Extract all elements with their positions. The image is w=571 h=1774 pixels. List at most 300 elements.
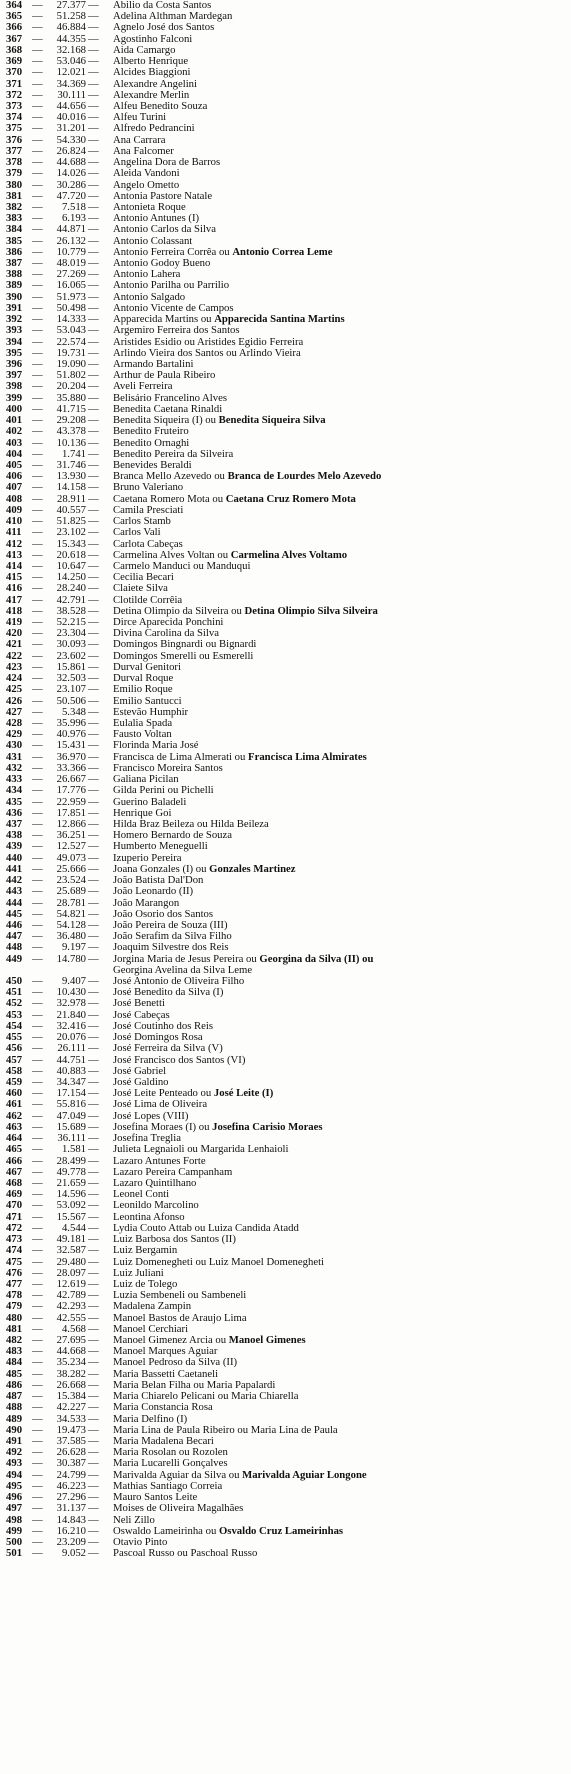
dash-separator: — bbox=[88, 458, 99, 471]
entry-name-text: Antonio Godoy Bueno bbox=[113, 257, 211, 270]
entry-value: 28.911 bbox=[57, 492, 86, 505]
entry-value: 51.802 bbox=[56, 369, 86, 382]
entry-value: 10.779 bbox=[56, 245, 86, 258]
dash-separator: — bbox=[32, 817, 43, 830]
entry-name-text: Alexandre Angelini bbox=[113, 77, 197, 90]
dash-separator: — bbox=[32, 99, 43, 112]
dash-separator: — bbox=[88, 1468, 99, 1481]
entry-value: 35.234 bbox=[56, 1356, 86, 1369]
entry-number: 460 bbox=[6, 1087, 23, 1100]
entry-name-text: Benedito Fruteiro bbox=[113, 425, 189, 438]
list-item bbox=[6, 67, 566, 78]
dash-separator: — bbox=[88, 55, 99, 68]
dash-separator: — bbox=[32, 795, 43, 808]
dash-separator: — bbox=[88, 537, 99, 550]
entry-number: 390 bbox=[6, 290, 23, 303]
dash-separator: — bbox=[88, 1076, 99, 1089]
dash-separator: — bbox=[88, 627, 99, 640]
dash-separator: — bbox=[88, 66, 99, 79]
entry-name-text: Joana Gonzales (I) ou bbox=[113, 862, 207, 875]
entry-value: 9.052 bbox=[61, 1547, 86, 1560]
entry-name-text: Ana Falcomer bbox=[113, 144, 174, 157]
entry-number: 468 bbox=[6, 1176, 23, 1189]
entry-name-text: Pascoal Russo ou Paschoal Russo bbox=[113, 1547, 258, 1560]
dash-separator: — bbox=[32, 862, 43, 875]
entry-value: 53.046 bbox=[56, 55, 86, 68]
entry-name-text: Camila Presciati bbox=[113, 503, 184, 516]
dash-separator: — bbox=[32, 1031, 43, 1044]
dash-separator: — bbox=[32, 1087, 43, 1100]
dash-separator: — bbox=[32, 66, 43, 79]
entry-name-text: Lazaro Antunes Forte bbox=[113, 1154, 206, 1167]
entry-value: 49.778 bbox=[56, 1165, 86, 1178]
list-item bbox=[6, 583, 566, 594]
entry-value: 1.741 bbox=[61, 447, 86, 460]
dash-separator: — bbox=[32, 1266, 43, 1279]
entry-number: 413 bbox=[6, 548, 23, 561]
entry-value: 14.158 bbox=[56, 481, 86, 494]
entry-number: 497 bbox=[6, 1502, 23, 1515]
entry-number: 493 bbox=[6, 1457, 23, 1470]
dash-separator: — bbox=[88, 728, 99, 741]
dash-separator: — bbox=[32, 189, 43, 202]
dash-separator: — bbox=[88, 402, 99, 415]
entry-name-text: Dirce Aparecida Ponchini bbox=[113, 616, 224, 629]
entry-name-text: Agostinho Falconi bbox=[113, 32, 193, 45]
dash-separator: — bbox=[32, 447, 43, 460]
entry-number: 382 bbox=[6, 200, 23, 213]
entry-name-text: Benedito Pereira da Silveira bbox=[113, 447, 234, 460]
dash-separator: — bbox=[88, 874, 99, 887]
entry-number: 396 bbox=[6, 358, 23, 370]
entry-name-text: Estevão Humphir bbox=[113, 705, 189, 718]
entry-name-text: Oswaldo Lameirinha ou bbox=[113, 1524, 217, 1537]
entry-name-text: Antonio Parilha ou Parrilio bbox=[113, 279, 230, 292]
dash-separator: — bbox=[88, 10, 99, 23]
list-item bbox=[6, 684, 566, 695]
dash-separator: — bbox=[32, 683, 43, 696]
entry-value: 15.861 bbox=[56, 660, 86, 673]
entry-value: 36.480 bbox=[56, 930, 86, 943]
list-item bbox=[6, 1402, 566, 1413]
entry-value: 14.843 bbox=[56, 1513, 86, 1526]
dash-separator: — bbox=[32, 1210, 43, 1223]
entry-value: 33.366 bbox=[56, 761, 86, 774]
entry-name-text: João Batista Dal'Don bbox=[113, 874, 204, 887]
dash-separator: — bbox=[88, 1289, 99, 1302]
entry-value: 25.666 bbox=[56, 862, 86, 875]
entry-value: 32.978 bbox=[56, 997, 86, 1010]
dash-separator: — bbox=[32, 660, 43, 673]
entry-value: 38.528 bbox=[56, 604, 86, 617]
dash-separator: — bbox=[88, 1502, 99, 1515]
entry-value: 42.293 bbox=[56, 1300, 86, 1313]
entry-name-text: José Leite Penteado ou bbox=[113, 1087, 212, 1100]
entry-number: 472 bbox=[6, 1221, 23, 1234]
dash-separator: — bbox=[32, 1367, 43, 1380]
entry-value: 4.568 bbox=[61, 1322, 86, 1335]
entry-number: 438 bbox=[6, 829, 23, 842]
dash-separator: — bbox=[32, 526, 43, 539]
dash-separator: — bbox=[88, 694, 99, 707]
entry-name-text: Argemiro Ferreira dos Santos bbox=[113, 324, 240, 337]
dash-separator: — bbox=[88, 358, 99, 370]
entry-number: 466 bbox=[6, 1154, 23, 1167]
dash-separator: — bbox=[32, 638, 43, 651]
entry-name-text: Otavio Pinto bbox=[113, 1535, 168, 1548]
entry-value: 19.473 bbox=[56, 1423, 86, 1436]
list-item bbox=[6, 22, 566, 33]
entry-number: 467 bbox=[6, 1165, 23, 1178]
dash-separator: — bbox=[32, 1221, 43, 1234]
entry-number: 469 bbox=[6, 1188, 23, 1201]
entry-name-text: Homero Bernardo de Souza bbox=[113, 829, 233, 842]
entry-name-text: Lazaro Pereira Campanham bbox=[113, 1165, 233, 1178]
entry-value: 26.111 bbox=[57, 1042, 86, 1055]
entry-value: 17.851 bbox=[56, 806, 86, 819]
entry-value: 25.689 bbox=[56, 885, 86, 898]
entry-value: 27.269 bbox=[56, 268, 86, 281]
dash-separator: — bbox=[88, 1401, 99, 1414]
entry-number: 428 bbox=[6, 717, 23, 729]
entry-number: 372 bbox=[6, 88, 23, 101]
dash-separator: — bbox=[88, 548, 99, 561]
entry-name-text: Abilio da Costa Santos bbox=[113, 0, 212, 11]
entry-value: 27.296 bbox=[56, 1491, 86, 1504]
entry-name-text: Maria Chiarelo Pelicani ou Maria Chiarella bbox=[113, 1390, 299, 1403]
dash-separator: — bbox=[32, 380, 43, 393]
dash-separator: — bbox=[88, 1221, 99, 1234]
dash-separator: — bbox=[32, 571, 43, 584]
entry-number: 453 bbox=[6, 1008, 23, 1021]
entry-name-text: Neli Zillo bbox=[113, 1513, 155, 1526]
entry-alt-name: Caetana Cruz Romero Mota bbox=[225, 492, 356, 505]
dash-separator: — bbox=[88, 189, 99, 202]
entry-value: 51.825 bbox=[56, 515, 86, 528]
entry-number: 399 bbox=[6, 391, 23, 404]
entry-number: 484 bbox=[6, 1356, 23, 1369]
list-item bbox=[6, 1548, 566, 1559]
dash-separator: — bbox=[88, 279, 99, 292]
entry-value: 52.215 bbox=[56, 616, 86, 629]
entry-number: 471 bbox=[6, 1210, 23, 1223]
dash-separator: — bbox=[32, 829, 43, 842]
dash-separator: — bbox=[32, 458, 43, 471]
entry-name-text: José Lopes (VIII) bbox=[113, 1109, 189, 1122]
entry-name-text: Carlos Vali bbox=[113, 526, 161, 539]
entry-number: 377 bbox=[6, 144, 23, 157]
entry-value: 27.695 bbox=[56, 1334, 86, 1347]
dash-separator: — bbox=[88, 705, 99, 718]
dash-separator: — bbox=[88, 840, 99, 853]
entry-name-text: Ana Carrara bbox=[113, 133, 166, 146]
dash-separator: — bbox=[88, 88, 99, 101]
dash-separator: — bbox=[32, 1311, 43, 1324]
entry-value: 31.137 bbox=[56, 1502, 86, 1515]
entry-number: 384 bbox=[6, 223, 23, 236]
list-item bbox=[6, 1503, 566, 1514]
dash-separator: — bbox=[88, 1143, 99, 1156]
entry-number: 404 bbox=[6, 447, 23, 460]
entry-value: 23.304 bbox=[56, 627, 86, 640]
entry-name-text: Durval Genitori bbox=[113, 660, 181, 673]
dash-separator: — bbox=[32, 537, 43, 550]
entry-number: 445 bbox=[6, 907, 23, 920]
entry-value: 30.111 bbox=[57, 88, 86, 101]
entry-number: 492 bbox=[6, 1446, 23, 1459]
dash-separator: — bbox=[88, 324, 99, 337]
entry-name-text: José Domingos Rosa bbox=[113, 1031, 203, 1044]
dash-separator: — bbox=[32, 616, 43, 629]
dash-separator: — bbox=[88, 750, 99, 763]
dash-separator: — bbox=[88, 0, 99, 11]
entry-list bbox=[6, 0, 566, 1559]
entry-name-text: Francisca de Lima Almerati ou bbox=[113, 750, 246, 763]
entry-number: 488 bbox=[6, 1401, 23, 1414]
entry-name-text: Angelina Dora de Barros bbox=[113, 156, 221, 169]
dash-separator: — bbox=[88, 582, 99, 595]
entry-name-continuation: Georgina Avelina da Silva Leme bbox=[113, 963, 253, 976]
dash-separator: — bbox=[32, 223, 43, 236]
dash-separator: — bbox=[88, 1199, 99, 1212]
entry-number: 407 bbox=[6, 481, 23, 494]
entry-number: 423 bbox=[6, 660, 23, 673]
entry-name-text: Benedita Caetana Rinaldi bbox=[113, 402, 223, 415]
list-item bbox=[6, 168, 566, 179]
dash-separator: — bbox=[32, 122, 43, 135]
entry-value: 51.973 bbox=[56, 290, 86, 303]
list-item bbox=[6, 886, 566, 897]
dash-separator: — bbox=[88, 335, 99, 348]
dash-separator: — bbox=[32, 773, 43, 786]
entry-number: 480 bbox=[6, 1311, 23, 1324]
entry-number: 406 bbox=[6, 470, 23, 483]
entry-name-text: Maria Rosolan ou Rozolen bbox=[113, 1446, 228, 1459]
dash-separator: — bbox=[88, 773, 99, 786]
dash-separator: — bbox=[88, 1244, 99, 1257]
entry-name-text: Detina Olimpio da Silveira ou bbox=[113, 604, 242, 617]
entry-number: 498 bbox=[6, 1513, 23, 1526]
dash-separator: — bbox=[32, 1244, 43, 1257]
entry-number: 380 bbox=[6, 178, 23, 191]
dash-separator: — bbox=[88, 1120, 99, 1133]
dash-separator: — bbox=[88, 515, 99, 528]
entry-number: 494 bbox=[6, 1468, 23, 1481]
dash-separator: — bbox=[32, 997, 43, 1010]
entry-value: 23.524 bbox=[56, 874, 86, 887]
entry-value: 28.781 bbox=[56, 896, 86, 909]
dash-separator: — bbox=[88, 1547, 99, 1560]
entry-name-text: Izuperio Pereira bbox=[113, 851, 182, 864]
dash-separator: — bbox=[32, 1457, 43, 1470]
entry-alt-name: Marivalda Aguiar Longone bbox=[242, 1468, 367, 1481]
dash-separator: — bbox=[88, 391, 99, 404]
entry-name-text: Leontina Afonso bbox=[113, 1210, 185, 1223]
entry-value: 30.286 bbox=[56, 178, 86, 191]
dash-separator: — bbox=[88, 369, 99, 382]
entry-value: 16.065 bbox=[56, 279, 86, 292]
dash-separator: — bbox=[88, 918, 99, 931]
entry-number: 427 bbox=[6, 705, 23, 718]
entry-name-text: Antonio Lahera bbox=[113, 268, 181, 281]
dash-separator: — bbox=[88, 739, 99, 752]
dash-separator: — bbox=[32, 324, 43, 337]
dash-separator: — bbox=[88, 930, 99, 943]
entry-number: 371 bbox=[6, 77, 23, 90]
dash-separator: — bbox=[88, 1053, 99, 1066]
entry-name-text: Aleida Vandoni bbox=[113, 167, 180, 180]
entry-name-text: Domingos Smerelli ou Esmerelli bbox=[113, 649, 254, 662]
entry-value: 26.628 bbox=[56, 1446, 86, 1459]
entry-name-text: Jorgina Maria de Jesus Pereira ou bbox=[113, 952, 257, 965]
entry-value: 19.090 bbox=[56, 358, 86, 370]
entry-value: 34.347 bbox=[56, 1076, 86, 1089]
entry-number: 400 bbox=[6, 402, 23, 415]
entry-number: 450 bbox=[6, 975, 23, 988]
dash-separator: — bbox=[88, 885, 99, 898]
entry-name-text: Antonia Pastore Natale bbox=[113, 189, 213, 202]
entry-value: 21.659 bbox=[56, 1176, 86, 1189]
entry-alt-name: Antonio Correa Leme bbox=[232, 245, 333, 258]
dash-separator: — bbox=[32, 1513, 43, 1526]
entry-value: 14.780 bbox=[56, 952, 86, 965]
dash-separator: — bbox=[32, 1300, 43, 1313]
dash-separator: — bbox=[88, 1255, 99, 1268]
entry-name-text: Humberto Meneguelli bbox=[113, 840, 208, 853]
entry-number: 408 bbox=[6, 492, 23, 505]
dash-separator: — bbox=[88, 1390, 99, 1403]
entry-value: 38.282 bbox=[56, 1367, 86, 1380]
entry-number: 482 bbox=[6, 1334, 23, 1347]
dash-separator: — bbox=[88, 111, 99, 124]
entry-value: 16.210 bbox=[56, 1524, 86, 1537]
entry-alt-name: Georgina da Silva (II) ou bbox=[259, 952, 374, 965]
dash-separator: — bbox=[32, 245, 43, 258]
entry-value: 15.343 bbox=[56, 537, 86, 550]
dash-separator: — bbox=[32, 77, 43, 90]
entry-name-text: Antonieta Roque bbox=[113, 200, 186, 213]
dash-separator: — bbox=[88, 1491, 99, 1504]
dash-separator: — bbox=[88, 1412, 99, 1425]
dash-separator: — bbox=[88, 907, 99, 920]
entry-value: 10.430 bbox=[56, 986, 86, 999]
dash-separator: — bbox=[32, 133, 43, 146]
entry-value: 44.656 bbox=[56, 99, 86, 112]
entry-value: 14.333 bbox=[56, 313, 86, 326]
dash-separator: — bbox=[32, 1165, 43, 1178]
entry-name-text: Luiz Barbosa dos Santos (II) bbox=[113, 1233, 236, 1246]
entry-value: 19.731 bbox=[56, 346, 86, 359]
dash-separator: — bbox=[88, 851, 99, 864]
entry-number: 420 bbox=[6, 627, 23, 640]
entry-value: 23.107 bbox=[56, 683, 86, 696]
entry-number: 397 bbox=[6, 369, 23, 382]
dash-separator: — bbox=[32, 1547, 43, 1560]
dash-separator: — bbox=[32, 1401, 43, 1414]
entry-name-text: Belisário Francelino Alves bbox=[113, 391, 227, 404]
dash-separator: — bbox=[32, 761, 43, 774]
dash-separator: — bbox=[32, 840, 43, 853]
entry-name-text: Carmelo Manduci ou Manduqui bbox=[113, 559, 251, 572]
dash-separator: — bbox=[32, 1435, 43, 1448]
entry-name-text: Emilio Santucci bbox=[113, 694, 182, 707]
dash-separator: — bbox=[32, 21, 43, 34]
entry-number: 463 bbox=[6, 1120, 23, 1133]
entry-name-text: Maria Madalena Becari bbox=[113, 1435, 214, 1448]
list-item bbox=[6, 1144, 566, 1155]
entry-value: 42.789 bbox=[56, 1289, 86, 1302]
entry-number: 388 bbox=[6, 268, 23, 281]
entry-number: 486 bbox=[6, 1378, 23, 1391]
entry-number: 395 bbox=[6, 346, 23, 359]
dash-separator: — bbox=[32, 975, 43, 988]
dash-separator: — bbox=[88, 1132, 99, 1145]
dash-separator: — bbox=[32, 279, 43, 292]
dash-separator: — bbox=[32, 1322, 43, 1335]
entry-value: 54.330 bbox=[56, 133, 86, 146]
dash-separator: — bbox=[32, 414, 43, 427]
entry-name-text: Joaquim Silvestre dos Reis bbox=[113, 941, 229, 954]
entry-value: 47.049 bbox=[56, 1109, 86, 1122]
dash-separator: — bbox=[32, 1390, 43, 1403]
dash-separator: — bbox=[88, 290, 99, 303]
dash-separator: — bbox=[88, 1513, 99, 1526]
entry-number: 437 bbox=[6, 817, 23, 830]
dash-separator: — bbox=[88, 806, 99, 819]
entry-number: 456 bbox=[6, 1042, 23, 1055]
entry-value: 48.019 bbox=[56, 257, 86, 270]
dash-separator: — bbox=[88, 200, 99, 213]
entry-value: 44.871 bbox=[56, 223, 86, 236]
dash-separator: — bbox=[32, 503, 43, 516]
entry-name-text: Maria Lucarelli Gonçalves bbox=[113, 1457, 228, 1470]
dash-separator: — bbox=[32, 402, 43, 415]
entry-number: 474 bbox=[6, 1244, 23, 1257]
entry-name-text: Galiana Picilan bbox=[113, 773, 179, 786]
entry-number: 415 bbox=[6, 571, 23, 584]
dash-separator: — bbox=[32, 481, 43, 494]
entry-number: 434 bbox=[6, 784, 23, 797]
dash-separator: — bbox=[32, 301, 43, 314]
entry-number: 405 bbox=[6, 458, 23, 471]
entry-name-text: Benedita Siqueira (I) ou bbox=[113, 414, 216, 427]
entry-number: 373 bbox=[6, 99, 23, 112]
entry-name-text: Manoel Pedroso da Silva (II) bbox=[113, 1356, 238, 1369]
entry-alt-name: Detina Olimpio Silva Silveira bbox=[244, 604, 378, 617]
dash-separator: — bbox=[32, 627, 43, 640]
entry-value: 27.377 bbox=[56, 0, 86, 11]
entry-number: 429 bbox=[6, 728, 23, 741]
entry-name-text: João Pereira de Souza (III) bbox=[113, 918, 228, 931]
dash-separator: — bbox=[32, 1143, 43, 1156]
entry-value: 43.378 bbox=[56, 425, 86, 438]
entry-number: 398 bbox=[6, 380, 23, 393]
list-item bbox=[6, 426, 566, 437]
entry-value: 14.250 bbox=[56, 571, 86, 584]
entry-name-text: Manoel Bastos de Araujo Lima bbox=[113, 1311, 247, 1324]
entry-value: 32.587 bbox=[56, 1244, 86, 1257]
dash-separator: — bbox=[88, 313, 99, 326]
dash-separator: — bbox=[88, 1098, 99, 1111]
entry-alt-name: Benedita Siqueira Silva bbox=[218, 414, 326, 427]
dash-separator: — bbox=[32, 694, 43, 707]
entry-number: 475 bbox=[6, 1255, 23, 1268]
dash-separator: — bbox=[88, 77, 99, 90]
entry-name-text: Luzia Sembeneli ou Sambeneli bbox=[113, 1289, 247, 1302]
list-item bbox=[6, 841, 566, 852]
entry-name-text: Aida Camargo bbox=[113, 43, 176, 56]
dash-separator: — bbox=[88, 503, 99, 516]
